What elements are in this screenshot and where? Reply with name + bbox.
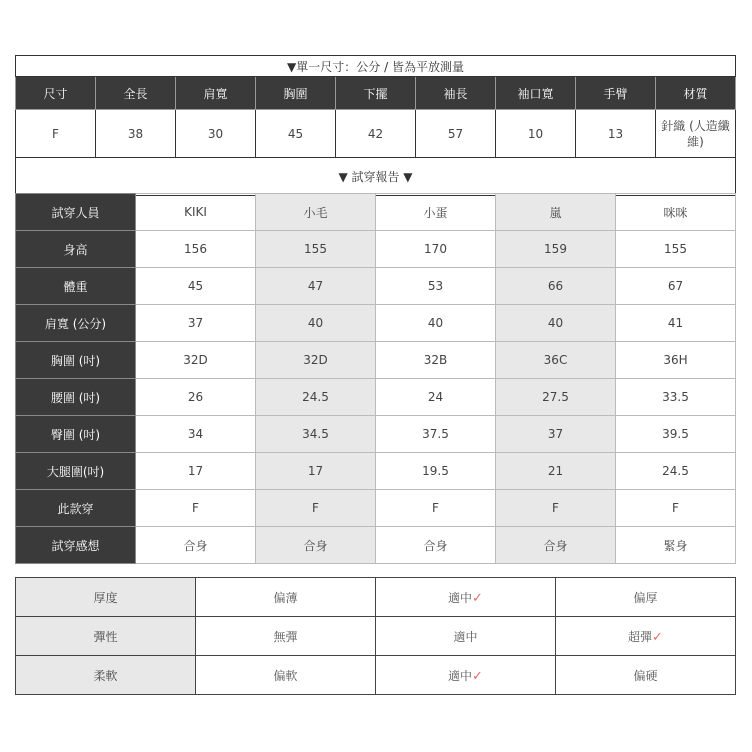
tryon-row — [16, 194, 736, 231]
tryon-cell: 34 — [136, 416, 256, 453]
tryon-cell: F — [496, 490, 616, 527]
tryon-cell: 合身 — [136, 527, 256, 564]
fabric-option-label: 偏硬 — [633, 668, 658, 683]
tryon-cell: F — [376, 490, 496, 527]
size-value-cell-material: 針織 (人造纖維) — [656, 110, 736, 158]
tryon-cell: 嵐 — [496, 194, 616, 231]
fabric-option-label: 適中 — [448, 668, 473, 683]
fabric-option-label: 適中 — [448, 590, 473, 605]
tryon-cell: 67 — [616, 268, 736, 305]
tryon-cell: 17 — [136, 453, 256, 490]
tryon-row-label: 大腿圍(吋) — [16, 453, 136, 490]
size-header-cell: 材質 — [656, 77, 736, 110]
size-header-cell: 手臂 — [576, 77, 656, 110]
size-header-cell: 袖口寬 — [496, 77, 576, 110]
fabric-option-cell — [556, 617, 736, 656]
fabric-row — [16, 617, 736, 656]
tryon-cell: 36C — [496, 342, 616, 379]
fabric-option-label: 超彈 — [628, 629, 653, 644]
tryon-cell: 155 — [616, 231, 736, 268]
tryon-cell: 合身 — [256, 527, 376, 564]
size-table-caption: ▼單一尺寸：公分 / 皆為平放測量 — [16, 56, 736, 77]
fabric-option-label: 無彈 — [273, 629, 298, 644]
tryon-cell: 39.5 — [616, 416, 736, 453]
fabric-option-label: 偏薄 — [273, 590, 298, 605]
report-title: ▼ 試穿報告 ▼ — [16, 158, 736, 196]
tryon-row-label: 試穿人員 — [16, 194, 136, 231]
tryon-cell: 156 — [136, 231, 256, 268]
tryon-cell: 40 — [376, 305, 496, 342]
fabric-row-label: 厚度 — [16, 578, 196, 617]
tryon-cell: 37 — [496, 416, 616, 453]
tryon-cell: 41 — [616, 305, 736, 342]
fabric-option-cell — [376, 617, 556, 656]
tryon-row-label: 臀圍 (吋) — [16, 416, 136, 453]
tryon-row-label: 腰圍 (吋) — [16, 379, 136, 416]
tryon-row-label: 胸圍 (吋) — [16, 342, 136, 379]
tryon-cell: 24.5 — [616, 453, 736, 490]
tryon-cell: 45 — [136, 268, 256, 305]
tryon-cell: KIKI — [136, 194, 256, 231]
size-value-cell: 57 — [416, 110, 496, 158]
fabric-row-label: 柔軟 — [16, 656, 196, 695]
tryon-row — [16, 453, 736, 490]
tryon-cell: 小蛋 — [376, 194, 496, 231]
tryon-cell: 小毛 — [256, 194, 376, 231]
fabric-option-label: 偏厚 — [633, 590, 658, 605]
tryon-cell: 合身 — [376, 527, 496, 564]
size-header-cell: 肩寬 — [176, 77, 256, 110]
tryon-cell: 緊身 — [616, 527, 736, 564]
tryon-body — [16, 194, 736, 564]
tryon-row — [16, 231, 736, 268]
tryon-cell: 32D — [256, 342, 376, 379]
tryon-cell: 19.5 — [376, 453, 496, 490]
fabric-table — [15, 577, 736, 695]
fabric-option-cell — [556, 578, 736, 617]
tryon-cell: 37 — [136, 305, 256, 342]
size-header-cell: 袖長 — [416, 77, 496, 110]
tryon-cell: 24.5 — [256, 379, 376, 416]
tryon-cell: 咪咪 — [616, 194, 736, 231]
tryon-cell: 40 — [256, 305, 376, 342]
tryon-table — [15, 193, 736, 564]
tryon-row-label: 試穿感想 — [16, 527, 136, 564]
tryon-cell: 155 — [256, 231, 376, 268]
fabric-option-cell — [376, 578, 556, 617]
tryon-cell: 159 — [496, 231, 616, 268]
size-header-row — [16, 77, 736, 110]
tryon-cell: 37.5 — [376, 416, 496, 453]
tryon-cell: 24 — [376, 379, 496, 416]
fabric-option-cell — [196, 656, 376, 695]
size-header-cell: 胸圍 — [256, 77, 336, 110]
tryon-cell: 34.5 — [256, 416, 376, 453]
tryon-row — [16, 305, 736, 342]
fabric-body — [16, 578, 736, 695]
tryon-cell: 17 — [256, 453, 376, 490]
fabric-row-label: 彈性 — [16, 617, 196, 656]
tryon-row — [16, 342, 736, 379]
size-value-cell: 13 — [576, 110, 656, 158]
tryon-cell: 66 — [496, 268, 616, 305]
tryon-row-label: 體重 — [16, 268, 136, 305]
size-value-cell: 38 — [96, 110, 176, 158]
fabric-option-cell — [196, 617, 376, 656]
tryon-row-label: 肩寬 (公分) — [16, 305, 136, 342]
tryon-row — [16, 268, 736, 305]
size-value-row — [16, 110, 736, 158]
tryon-cell: 33.5 — [616, 379, 736, 416]
size-value-cell: 30 — [176, 110, 256, 158]
tryon-cell: F — [136, 490, 256, 527]
check-icon: ✓ — [652, 629, 663, 645]
size-table — [15, 55, 736, 196]
fabric-row — [16, 578, 736, 617]
size-header-cell: 下擺 — [336, 77, 416, 110]
tryon-row — [16, 490, 736, 527]
tryon-row — [16, 379, 736, 416]
tryon-row — [16, 527, 736, 564]
fabric-option-cell — [196, 578, 376, 617]
tryon-cell: 合身 — [496, 527, 616, 564]
tryon-cell: 27.5 — [496, 379, 616, 416]
fabric-option-cell — [376, 656, 556, 695]
size-value-cell: F — [16, 110, 96, 158]
check-icon: ✓ — [472, 590, 483, 606]
tryon-cell: 21 — [496, 453, 616, 490]
size-header-cell: 全長 — [96, 77, 176, 110]
tryon-row — [16, 416, 736, 453]
size-header-cell: 尺寸 — [16, 77, 96, 110]
check-icon: ✓ — [472, 668, 483, 684]
tryon-cell: 32B — [376, 342, 496, 379]
tryon-cell: 26 — [136, 379, 256, 416]
fabric-option-label: 適中 — [453, 629, 478, 644]
size-value-cell: 10 — [496, 110, 576, 158]
size-value-cell: 42 — [336, 110, 416, 158]
tryon-cell: 47 — [256, 268, 376, 305]
tryon-cell: 32D — [136, 342, 256, 379]
size-value-cell: 45 — [256, 110, 336, 158]
tryon-cell: F — [616, 490, 736, 527]
tryon-row-label: 身高 — [16, 231, 136, 268]
fabric-option-cell — [556, 656, 736, 695]
tryon-cell: 40 — [496, 305, 616, 342]
tryon-cell: F — [256, 490, 376, 527]
fabric-option-label: 偏軟 — [273, 668, 298, 683]
tryon-row-label: 此款穿 — [16, 490, 136, 527]
tryon-cell: 53 — [376, 268, 496, 305]
tryon-cell: 170 — [376, 231, 496, 268]
fabric-row — [16, 656, 736, 695]
tryon-cell: 36H — [616, 342, 736, 379]
